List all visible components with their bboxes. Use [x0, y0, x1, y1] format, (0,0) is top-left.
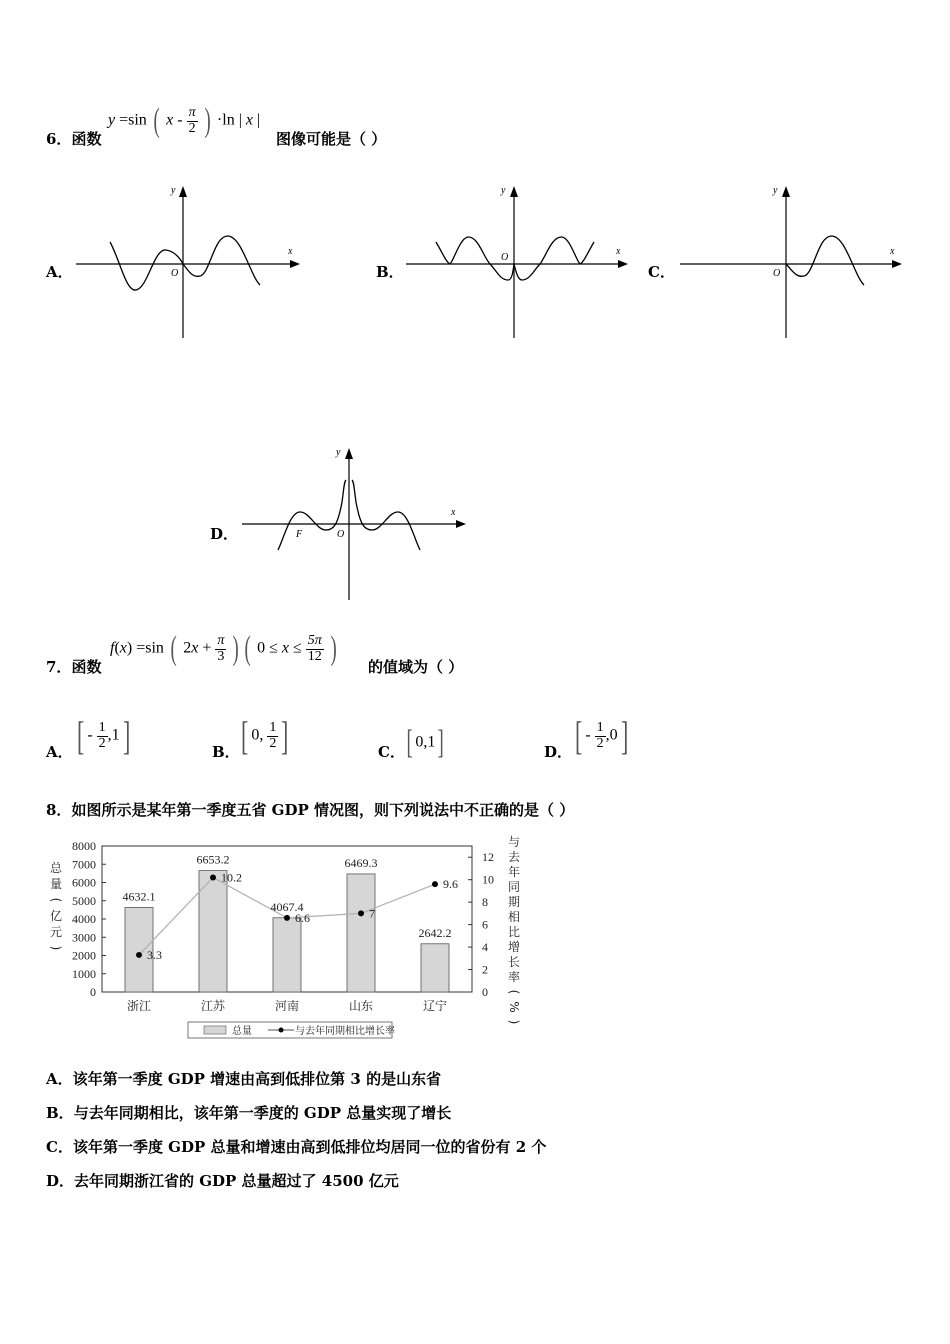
y-tick-label: 3000	[72, 930, 96, 945]
y-axis-label-char: )	[49, 945, 63, 951]
y2-axis-label-char: 相	[507, 910, 521, 924]
y2-tick-label: 0	[482, 985, 488, 999]
bar	[421, 944, 449, 992]
y2-axis-label-char: 增	[507, 940, 521, 954]
origin-label: O	[171, 268, 179, 279]
y2-axis-label-char: )	[507, 1019, 521, 1025]
origin-label: O	[501, 252, 509, 263]
bar-value-label: 4067.4	[270, 899, 304, 914]
q7-option-a-label[interactable]: A．	[46, 743, 73, 761]
q7-tail: 的值域为（ ）	[368, 658, 464, 676]
bar-value-label: 6469.3	[344, 855, 378, 870]
q8-option-a[interactable]	[46, 1068, 441, 1089]
bar-value-label: 2642.2	[418, 925, 452, 940]
growth-value-label: 6.6	[295, 910, 310, 925]
q7-stem	[46, 656, 101, 677]
q8-option-b[interactable]	[46, 1102, 451, 1123]
y-axis-label-char: 总	[49, 861, 63, 875]
y-tick-label: 1000	[72, 966, 96, 981]
y2-tick-label: 2	[482, 962, 488, 977]
y2-axis-label-char: 率	[507, 970, 521, 984]
category-label: 浙江	[126, 999, 152, 1013]
y-tick-label: 7000	[72, 857, 96, 872]
axis-y-label: y	[501, 185, 506, 196]
y2-axis-label-char: %	[507, 1001, 521, 1013]
axis-x-label: x	[616, 246, 621, 257]
axis-y-label: y	[171, 185, 176, 196]
y2-axis-label-char: 比	[507, 925, 521, 939]
q6-option-b-label[interactable]: B．	[376, 263, 404, 281]
bar	[199, 871, 227, 992]
q8-option-c-text: 该年第一季度 GDP 总量和增速由高到低排位均居同一位的省份有 2 个	[72, 1138, 547, 1156]
y2-axis-label-char: 期	[507, 895, 521, 909]
q8-option-c-label: C．	[46, 1138, 73, 1156]
y2-axis-label-char: 去	[507, 850, 521, 864]
y2-tick-label: 6	[482, 917, 488, 932]
legend-line-label: 与去年同期相比增长率	[295, 1026, 395, 1037]
q8-number: 8．	[46, 801, 72, 819]
q8-option-a-label: A．	[46, 1070, 73, 1088]
category-label: 江苏	[200, 999, 226, 1013]
chart-bars	[122, 871, 449, 992]
bar	[273, 918, 301, 992]
axis-x-label: x	[890, 246, 895, 257]
y-tick-label: 5000	[72, 893, 96, 908]
point-f-label: F	[296, 529, 303, 540]
q8-option-b-text: 与去年同期相比，该年第一季度的 GDP 总量实现了增长	[73, 1104, 452, 1122]
q7-option-d-label[interactable]: D．	[544, 743, 573, 761]
y-axis-label-char: 量	[49, 877, 63, 891]
y-tick-label: 4000	[72, 912, 96, 926]
q6-option-a-label[interactable]: A．	[46, 263, 73, 281]
q7-formula: f(x) =sin ( 2x + $\frac{\pi}{3}$ ) ( 0 ≤ x ≤ $\frac{5\pi}{12}$ )	[110, 630, 337, 667]
category-label: 山东	[348, 999, 374, 1013]
y2-tick-label: 8	[482, 895, 488, 910]
curve-a	[110, 236, 260, 290]
q7-option-b-value[interactable]: [ 0, $\frac{1}{2}$ ]	[240, 713, 289, 758]
q7-option-b-label[interactable]: B．	[212, 743, 240, 761]
q8-stem	[46, 799, 574, 820]
y-axis-label-char: 亿	[49, 909, 63, 923]
q6-formula: y =sin ( x - $\frac{\pi}{2}$ ) ·ln | x |	[108, 102, 261, 139]
y2-axis-label-char: 长	[507, 955, 521, 969]
growth-point	[136, 952, 142, 958]
q8-option-c[interactable]	[46, 1136, 546, 1157]
bar	[347, 874, 375, 992]
axis-x-label: x	[288, 246, 293, 257]
y2-axis-label-char: 与	[507, 835, 521, 849]
legend-bar-swatch	[204, 1026, 226, 1034]
q6-graph-a[interactable]	[70, 180, 310, 342]
origin-label: O	[337, 529, 345, 540]
q8-option-d-label: D．	[46, 1172, 75, 1190]
y2-axis-label-char: 同	[507, 880, 521, 894]
growth-value-label: 3.3	[147, 947, 162, 962]
y-tick-label: 2000	[72, 948, 96, 963]
bar-value-label: 6653.2	[196, 852, 230, 867]
y-tick-label: 6000	[72, 875, 96, 890]
y-axis-label-char: 元	[49, 925, 63, 939]
category-label: 河南	[274, 999, 300, 1013]
category-label: 辽宁	[422, 999, 448, 1013]
growth-point	[210, 874, 216, 880]
q6-number: 6．	[46, 130, 72, 148]
legend-line-marker	[279, 1028, 284, 1033]
q7-number: 7．	[46, 658, 72, 676]
y2-tick-label: 4	[482, 940, 488, 955]
q6-graph-c[interactable]	[676, 180, 908, 342]
q7-option-d-value[interactable]: [ - $\frac{1}{2}$ ,0]	[574, 713, 628, 758]
q6-lead: 函数	[71, 130, 102, 148]
q6-stem	[46, 128, 101, 149]
y2-tick-label: 10	[482, 872, 494, 887]
q8-option-b-label: B．	[46, 1104, 74, 1122]
q8-option-d[interactable]	[46, 1170, 399, 1191]
axis-y-label: y	[336, 447, 341, 458]
q8-option-d-text: 去年同期浙江省的 GDP 总量超过了 4500 亿元	[74, 1172, 399, 1190]
q8-text: 如图所示是某年第一季度五省 GDP 情况图，则下列说法中不正确的是（ ）	[71, 801, 575, 819]
q6-option-d-label[interactable]: D．	[210, 525, 239, 543]
q6-option-c-label[interactable]: C．	[648, 263, 675, 281]
bar-value-label: 4632.1	[122, 889, 156, 904]
origin-label: O	[773, 268, 781, 279]
q7-option-c-value[interactable]: [ 0,1]	[406, 724, 445, 761]
growth-value-label: 7	[369, 906, 375, 921]
y2-axis-label-char: (	[507, 989, 521, 995]
y2-tick-label: 12	[482, 850, 494, 865]
legend-bar-label: 总量	[232, 1026, 252, 1037]
axis-x-label: x	[451, 507, 456, 518]
curve-d-right	[352, 480, 420, 550]
y-tick-label: 0	[90, 985, 96, 999]
growth-value-label: 9.6	[443, 877, 458, 892]
q7-lead: 函数	[71, 658, 102, 676]
growth-point	[284, 915, 290, 921]
growth-value-label: 10.2	[221, 870, 242, 885]
growth-point	[358, 910, 364, 916]
growth-point	[432, 881, 438, 887]
q6-graph-b[interactable]	[400, 180, 636, 342]
q7-option-a-value[interactable]: [ - $\frac{1}{2}$ ,1]	[76, 713, 130, 758]
curve-b	[436, 237, 594, 280]
q7-option-c-label[interactable]: C．	[378, 743, 405, 761]
y-axis-label-char: (	[49, 897, 63, 903]
y2-axis-label-char: 年	[507, 865, 521, 879]
q6-graph-d[interactable]	[238, 442, 474, 604]
curve-d-left	[278, 480, 346, 550]
y-tick-label: 8000	[72, 839, 96, 853]
gdp-chart	[40, 832, 530, 1042]
q6-tail: 图像可能是（ ）	[276, 130, 387, 148]
axis-y-label: y	[773, 185, 778, 196]
curve-c	[786, 236, 864, 285]
q8-option-a-text: 该年第一季度 GDP 增速由高到低排位第 3 的是山东省	[72, 1070, 442, 1088]
